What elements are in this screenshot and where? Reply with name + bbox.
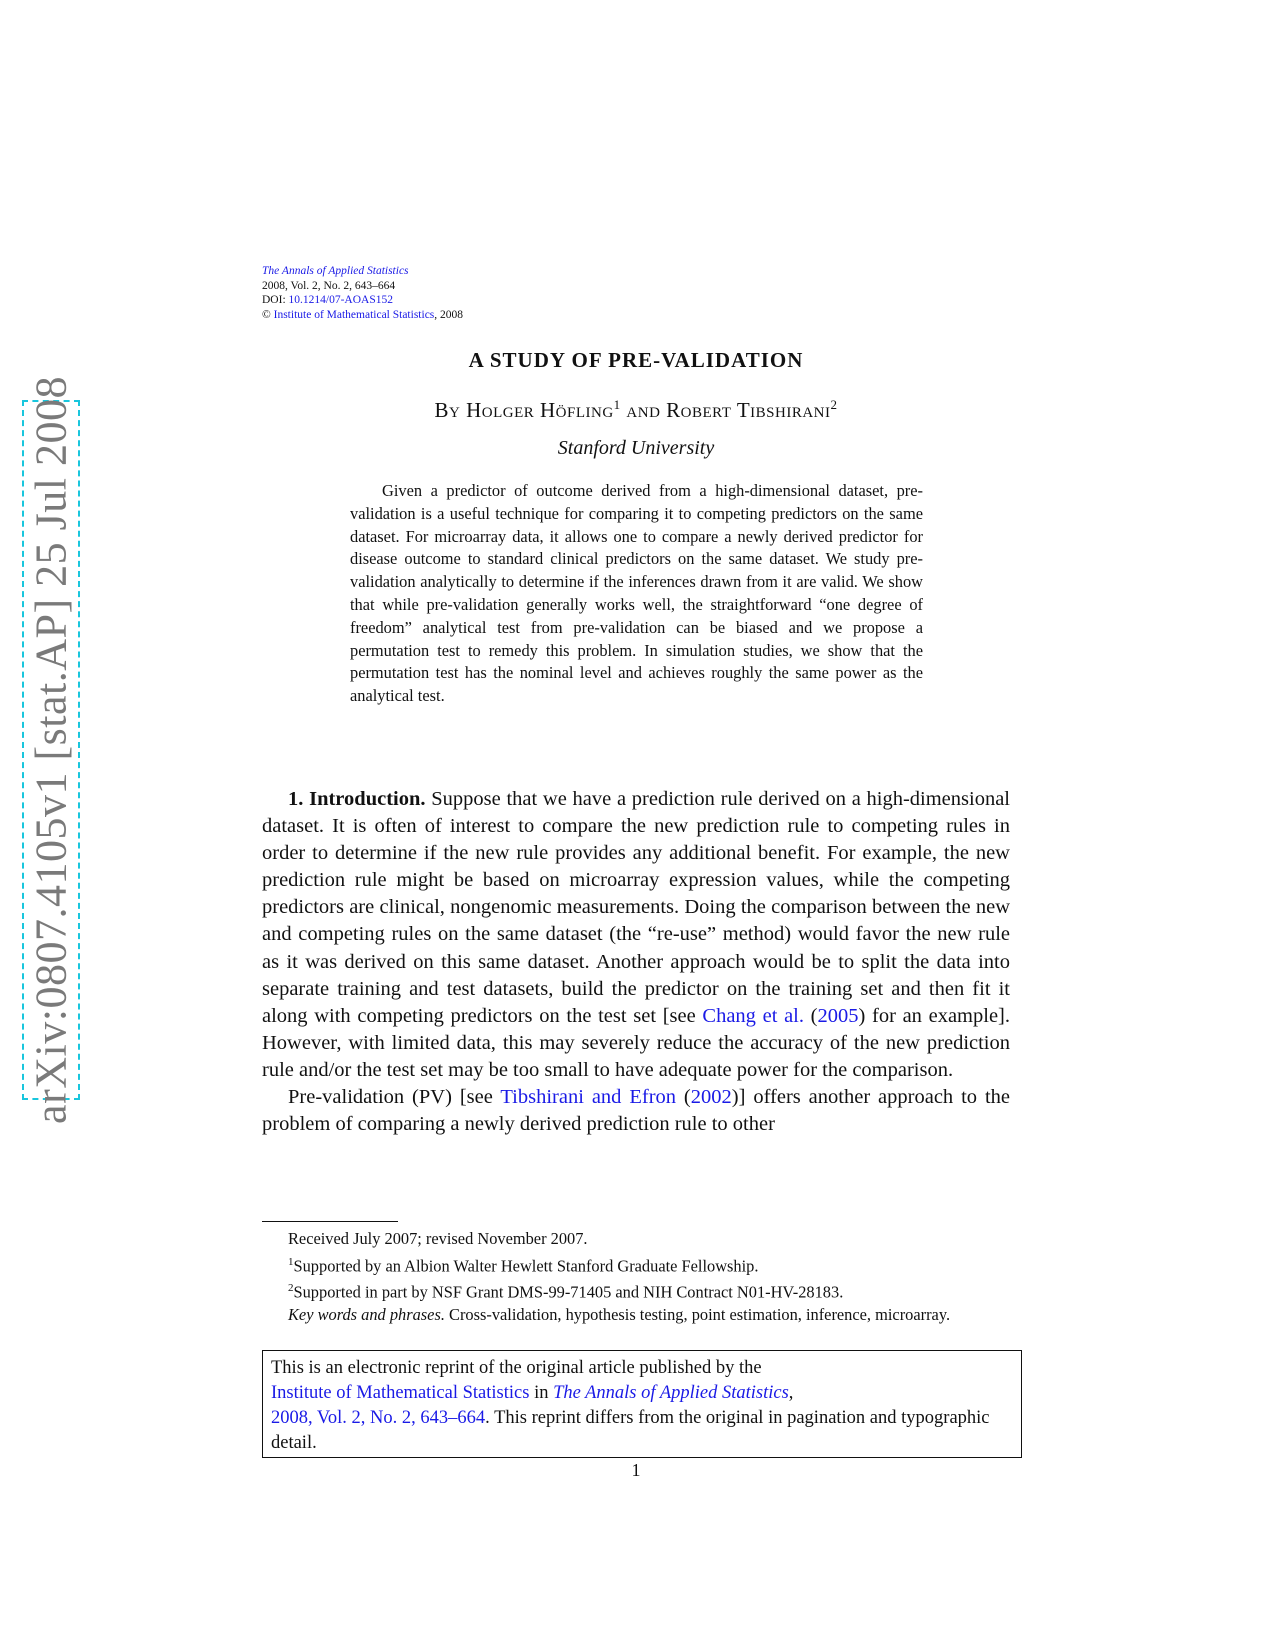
doi-label: DOI: [262, 294, 286, 306]
footnote-text: Supported in part by NSF Grant DMS-99-71405 and NIH Contract N01-HV-28183. [293, 1282, 844, 1302]
reprint-text: This is an electronic reprint of the original article published by the [271, 1358, 762, 1378]
reprint-notice [262, 1350, 1022, 1458]
citation-paren: ( [803, 1004, 818, 1027]
author-footnote-mark: 2 [830, 397, 838, 412]
footnote-mark: 1 [288, 1255, 294, 1268]
footnote [262, 1277, 1010, 1304]
arxiv-stamp [22, 376, 80, 1124]
keywords-label: Key words and phrases. [288, 1305, 445, 1325]
citation-year-link[interactable]: 2005 [817, 1004, 859, 1027]
abstract: Given a predictor of outcome derived from a high-dimensional dataset, pre-validation is a useful technique for comparing it to competing predictors on the same dataset. For microarray data, it allows one to compare a newly derived predictor for disease outcome to standard clinical predictors on the same dataset. We study pre-validation analytically to determine if the inferences drawn from it are valid. We show that while pre-validation generally works well, the straightforward “one degree of freedom” analytical test from pre-validation can be biased and we propose a permutation test to remedy this problem. In simulation studies, we show that the permutation test has the nominal level and achieves roughly the same power as the analytical test. [350, 481, 923, 706]
journal-link[interactable]: The Annals of Applied Statistics [262, 265, 409, 277]
by-label: By [434, 398, 461, 422]
keywords-text: Cross-validation, hypothesis testing, point estimation, inference, microarray. [444, 1305, 951, 1325]
author-name: Robert Tibshirani [666, 398, 831, 422]
footnote-text: Supported by an Albion Walter Hewlett Stanford Graduate Fellowship. [293, 1255, 759, 1275]
citation-link[interactable]: Chang et al. [702, 1004, 804, 1027]
author-footnote-mark: 1 [613, 397, 621, 412]
doi-line [262, 293, 463, 308]
author-line [262, 397, 1010, 423]
keywords [262, 1304, 1010, 1327]
page-number: 1 [631, 1460, 641, 1480]
paragraph [262, 786, 1010, 1084]
copyright-year: , 2008 [434, 308, 464, 321]
affiliation: Stanford University [557, 437, 715, 459]
copyright-line [262, 308, 463, 323]
footnote [262, 1251, 1010, 1278]
author-name: Holger Höfling [466, 398, 614, 422]
reprint-text: , [788, 1383, 794, 1403]
paragraph [262, 1084, 1010, 1138]
footnote-mark: 2 [288, 1282, 294, 1295]
paragraph-text: ) for an example]. However, with limited data, this may severely reduce the accuracy of the new prediction rule and/or the test set may be too small to have adequate power for the comparison. [262, 1004, 1011, 1081]
doi-link[interactable]: 10.1214/07-AOAS152 [288, 294, 393, 306]
citation-year-link[interactable]: 2002 [690, 1086, 732, 1109]
journal-link[interactable]: The Annals of Applied Statistics [553, 1383, 789, 1403]
reprint-text: . This reprint differs from the original in pagination and typographic detail. [271, 1408, 990, 1453]
volume-link[interactable]: 2008, Vol. 2, No. 2, 643–664 [271, 1408, 486, 1428]
arxiv-id: arXiv:0807.4105v1 [stat.AP] 25 Jul 2008 [26, 376, 76, 1124]
volume-line: 2008, Vol. 2, No. 2, 643–664 [262, 279, 396, 292]
citation-paren: ( [676, 1086, 691, 1109]
paragraph-text: Suppose that we have a prediction rule derived on a high-dimensional dataset. It is often of interest to compare the new prediction rule to competing rules in order to determine if the new rule provides any additional benefit. For example, the new prediction rule might be based on microarray expression values, while the competing predictors are clinical, nongenomic measurements. Doing the comparison between the new and competing rules on the same dataset (the “re-use” method) would favor the new rule as it was derived on this same dataset. Another approach would be to split the data into separate training and test datasets, build the predictor on the training set and then fit it along with competing predictors on the test set [see [262, 788, 1010, 1027]
paragraph-text: )] offers another approach to the problem of comparing a newly derived prediction rule to other [262, 1086, 1010, 1136]
paper-title: A STUDY OF PRE-VALIDATION [468, 348, 804, 372]
publisher-link[interactable]: Institute of Mathematical Statistics [271, 1383, 530, 1403]
copyright-icon: © [262, 308, 271, 321]
publisher-link[interactable]: Institute of Mathematical Statistics [273, 308, 435, 321]
journal-metadata [262, 264, 463, 322]
and-label: and [626, 398, 661, 422]
introduction-section [262, 786, 1010, 1138]
paragraph-text: Pre-validation (PV) [see [288, 1086, 501, 1109]
citation-link[interactable]: Tibshirani and Efron [500, 1086, 677, 1109]
section-heading: 1. Introduction. [288, 788, 426, 810]
footnote-divider [262, 1221, 398, 1222]
reprint-text: in [529, 1383, 554, 1403]
footnotes [262, 1228, 1010, 1327]
received-note: Received July 2007; revised November 2007. [288, 1229, 588, 1248]
